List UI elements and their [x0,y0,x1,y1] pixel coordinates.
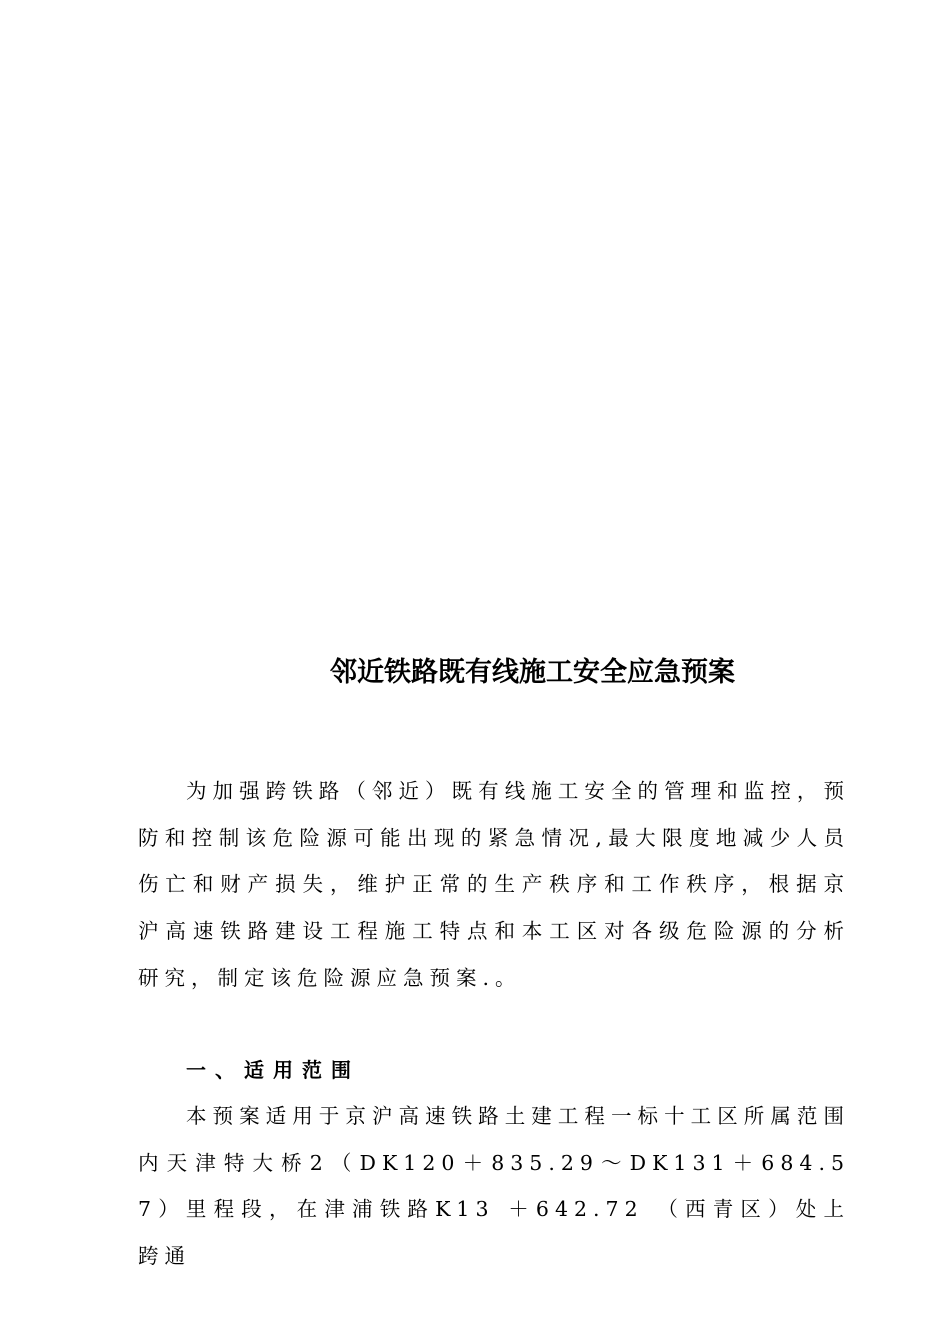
intro-paragraph: 为加强跨铁路（邻近）既有线施工安全的管理和监控，预防和控制该危险源可能出现的紧急情况,最大限度地减少人员伤亡和财产损失，维护正常的生产秩序和工作秩序，根据京沪高速铁路建设工程施工特点和本工区对各级危险源的分析研究，制定该危险源应急预案.。 [138,779,850,990]
section-heading-scope: 一、适用范围 [186,1058,360,1082]
document-title: 邻近铁路既有线施工安全应急预案 [330,657,735,688]
scope-paragraph: 本预案适用于京沪高速铁路土建工程一标十工区所属范围内天津特大桥2（DK120＋835.29～DK131＋684.57）里程段，在津浦铁路K13 ＋642.72 （西青区）处上跨通 [138,1104,850,1269]
